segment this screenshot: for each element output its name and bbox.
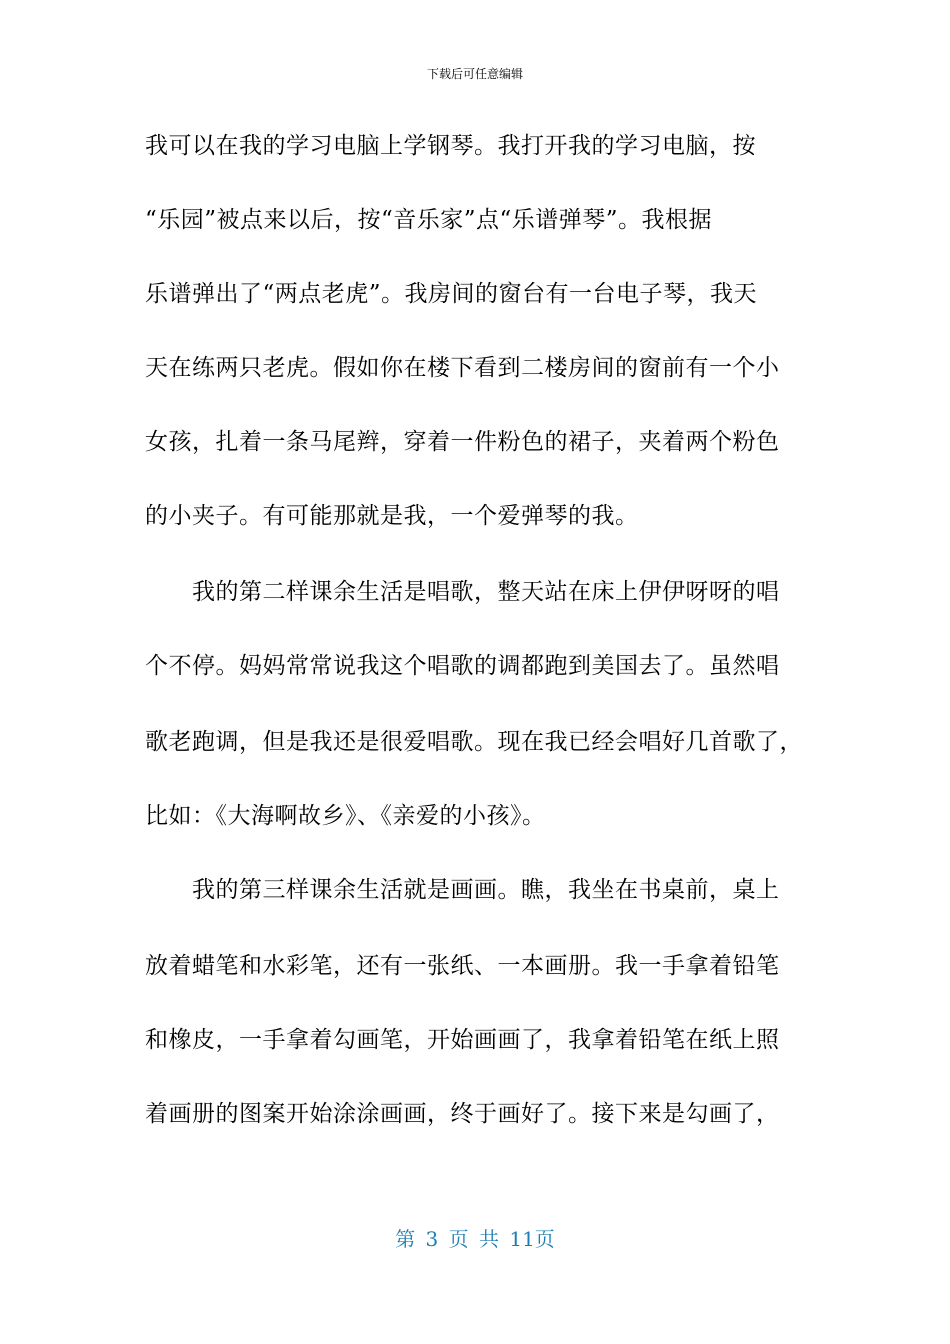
text-line: 的小夹子。有可能那就是我，一个爱弹琴的我。 bbox=[145, 503, 639, 529]
text-line: 天在练两只老虎。假如你在楼下看到二楼房间的窗前有一个小 bbox=[145, 355, 780, 381]
text-line: 个不停。妈妈常常说我这个唱歌的调都跑到美国去了。虽然唱 bbox=[145, 653, 780, 679]
text-line: 我的第二样课余生活是唱歌，整天站在床上伊伊呀呀的唱 bbox=[145, 579, 780, 605]
page-number-footer: 第 3 页 共 11页 bbox=[395, 1227, 555, 1251]
text-line: 歌老跑调，但是我还是很爱唱歌。现在我已经会唱好几首歌了， bbox=[145, 729, 803, 755]
text-line: 我可以在我的学习电脑上学钢琴。我打开我的学习电脑，按 bbox=[145, 133, 756, 159]
text-line: 比如：《大海啊故乡》、《亲爱的小孩》。 bbox=[145, 803, 546, 829]
text-line: 着画册的图案开始涂涂画画，终于画好了。接下来是勾画了， bbox=[145, 1101, 780, 1127]
text-line: 乐谱弹出了“两点老虎”。我房间的窗台有一台电子琴，我天 bbox=[145, 281, 758, 307]
text-line: 放着蜡笔和水彩笔，还有一张纸、一本画册。我一手拿着铅笔 bbox=[145, 953, 780, 979]
text-line: 女孩，扎着一条马尾辫，穿着一件粉色的裙子，夹着两个粉色 bbox=[145, 429, 780, 455]
page-header-note: 下载后可任意编辑 bbox=[426, 67, 523, 81]
text-line: 和橡皮，一手拿着勾画笔，开始画画了，我拿着铅笔在纸上照 bbox=[145, 1027, 780, 1053]
text-line: 我的第三样课余生活就是画画。瞧，我坐在书桌前，桌上 bbox=[145, 877, 780, 903]
text-line: “乐园”被点来以后，按“音乐家”点“乐谱弹琴”。我根据 bbox=[145, 207, 713, 233]
